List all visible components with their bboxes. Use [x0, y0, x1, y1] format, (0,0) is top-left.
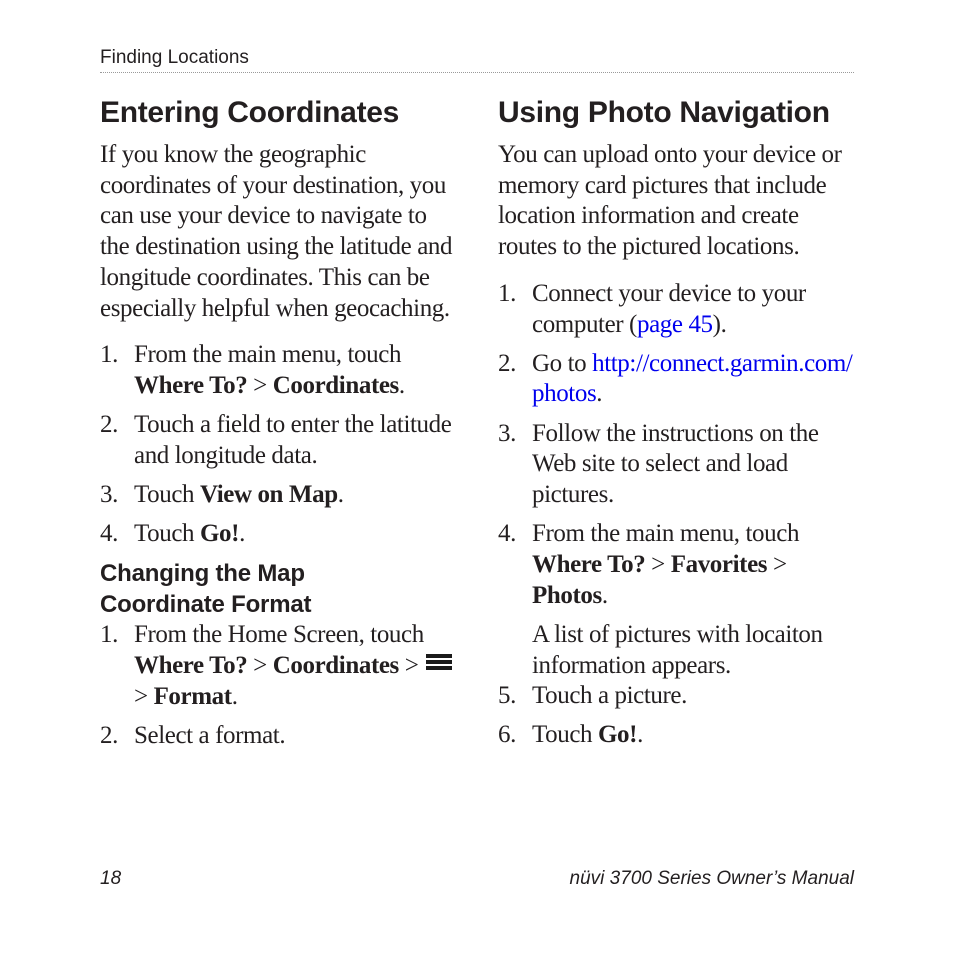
- path-separator: >: [645, 550, 671, 578]
- coordinates-steps: [100, 340, 460, 550]
- list-item: [498, 279, 854, 340]
- step-number: 1.: [100, 341, 118, 369]
- step-number: 2.: [498, 349, 516, 377]
- list-item: [100, 620, 460, 712]
- step-punct: .: [601, 581, 608, 609]
- intro-paragraph: You can upload onto your device or memory card pictures that include location information and create routes to the pictured locations.: [498, 141, 842, 261]
- heading-entering-coordinates: Entering Coordinates: [100, 96, 400, 129]
- step-punct: .: [398, 371, 405, 399]
- step-text: Go to: [532, 349, 593, 377]
- step-number: 6.: [498, 721, 516, 749]
- menu-path-go: Go!: [199, 520, 240, 548]
- photo-steps-continued: [498, 681, 854, 751]
- list-item: [498, 419, 854, 511]
- menu-path-view-on-map: View on Map: [199, 481, 338, 509]
- path-separator: >: [134, 682, 154, 710]
- step-number: 4.: [498, 520, 516, 548]
- step-number: 4.: [100, 520, 118, 548]
- step-punct: ).: [712, 310, 727, 338]
- page-45-link[interactable]: page 45: [637, 310, 713, 338]
- step-note: A list of pictures with locaiton information appears.: [532, 620, 823, 679]
- path-separator: >: [767, 550, 787, 578]
- step-number: 3.: [498, 419, 516, 447]
- left-column: [100, 94, 460, 760]
- step-text: From the main menu, touch: [532, 520, 800, 548]
- step-text: Touch: [532, 721, 598, 749]
- menu-path-format: Format: [153, 682, 232, 710]
- step-text: Touch a picture.: [532, 682, 687, 710]
- list-item: [100, 721, 460, 752]
- path-separator: >: [247, 371, 273, 399]
- section-title: Finding Locations: [100, 47, 249, 68]
- step-number: 5.: [498, 682, 516, 710]
- step-punct: .: [596, 380, 603, 408]
- step-number: 2.: [100, 722, 118, 750]
- path-separator: >: [247, 652, 273, 680]
- intro-paragraph: If you know the geographic coordinates of your destination, you can use your device to navigate to the destination using the latitude and longitude coordinates. This can be especially helpful when geocaching.: [100, 141, 453, 322]
- step-number: 2.: [100, 411, 118, 439]
- step-punct: .: [637, 721, 643, 749]
- step-text: Select a format.: [134, 722, 286, 750]
- step-punct: .: [239, 520, 245, 548]
- list-item: [498, 681, 854, 712]
- list-item: [100, 519, 460, 550]
- step-number: 3.: [100, 481, 118, 509]
- step-punct: .: [337, 481, 344, 509]
- list-item: [100, 410, 460, 471]
- menu-path-favorites: Favorites: [670, 550, 768, 578]
- menu-path-coordinates: Coordinates: [272, 652, 399, 680]
- page-number: 18: [100, 868, 122, 889]
- subheading-line: Coordinate Format: [100, 591, 312, 619]
- step-number: 1.: [498, 279, 516, 307]
- menu-path-where-to: Where To?: [134, 652, 248, 680]
- list-item: [100, 340, 460, 401]
- list-item: [498, 720, 854, 751]
- garmin-photos-link[interactable]: http://connect.garmin.com/photos: [532, 349, 853, 408]
- menu-path-where-to: Where To?: [532, 550, 646, 578]
- subheading-coordinate-format: [100, 558, 460, 620]
- step-text: Touch: [134, 520, 200, 548]
- step-text: Follow the instructions on the Web site to select and load pictures.: [532, 419, 819, 509]
- step-text: From the main menu, touch: [134, 341, 402, 369]
- menu-path-go: Go!: [597, 721, 638, 749]
- menu-path-where-to: Where To?: [134, 371, 248, 399]
- heading-photo-navigation: Using Photo Navigation: [498, 96, 830, 129]
- subheading-line: Changing the Map: [100, 560, 305, 588]
- format-steps: [100, 620, 460, 751]
- manual-title: nüvi 3700 Series Owner’s Manual: [569, 868, 854, 889]
- step-text: From the Home Screen, touch: [134, 621, 424, 649]
- right-column: [498, 94, 854, 760]
- step-text: Touch: [134, 481, 200, 509]
- list-item: [100, 480, 460, 511]
- step-number: 1.: [100, 621, 118, 649]
- list-item: [498, 349, 854, 410]
- running-header: [100, 47, 854, 73]
- step-punct: .: [231, 682, 238, 710]
- step-text: Touch a field to enter the latitude and longitude data.: [134, 411, 452, 469]
- path-separator: >: [398, 652, 425, 680]
- menu-path-coordinates: Coordinates: [272, 371, 399, 399]
- step-text: Connect your device to your computer (: [532, 279, 806, 338]
- menu-path-photos: Photos: [532, 581, 602, 609]
- photo-steps: [498, 279, 854, 612]
- list-item: [498, 519, 854, 611]
- menu-icon: [426, 654, 452, 676]
